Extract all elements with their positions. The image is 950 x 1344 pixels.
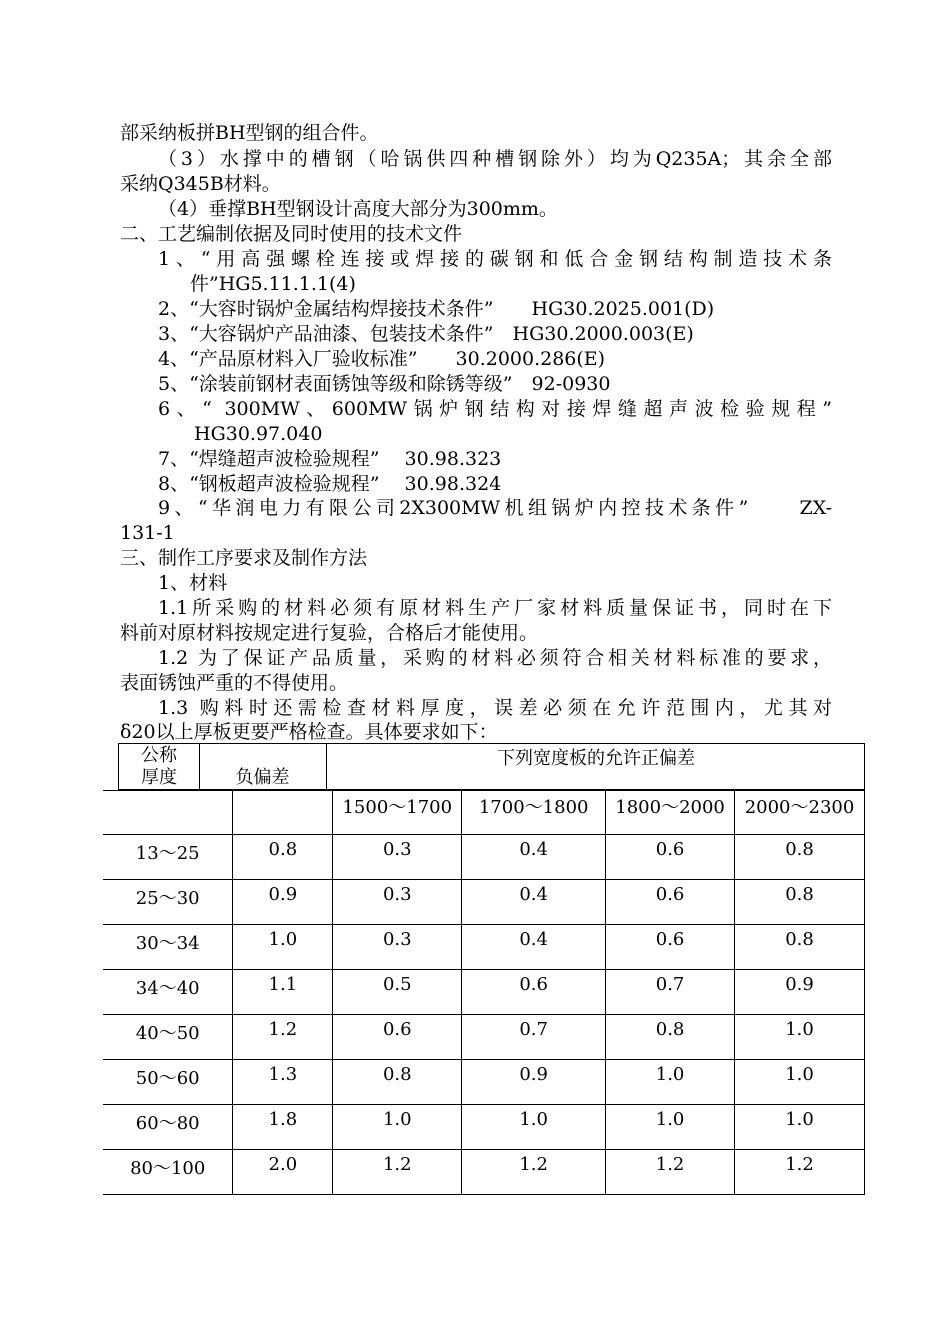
para-line: 料前对原材料按规定进行复验，合格后才能使用。 — [120, 622, 539, 644]
table-cell: 0.9 — [233, 880, 333, 925]
reference-item: HG30.97.040 — [194, 423, 323, 445]
table-cell: 0.6 — [462, 970, 606, 1015]
para-line: 1.3 购料时还需检查材料厚度，误差必须在允许范围内，尤其对 — [158, 697, 832, 719]
table-cell: 0.8 — [606, 1015, 735, 1060]
table-header — [118, 743, 865, 790]
para-line: 采纳Q345B材料。 — [120, 173, 281, 195]
para-line: δ20以上厚板更要严格检查。具体要求如下： — [120, 721, 498, 743]
table-row — [103, 1150, 865, 1195]
table-cell: 0.6 — [333, 1015, 462, 1060]
table-cell: 0.8 — [333, 1060, 462, 1105]
table-cell: 1.0 — [735, 1015, 865, 1060]
table-cell: 1.1 — [233, 970, 333, 1015]
reference-item: 2、“大容时锅炉金属结构焊接技术条件” HG30.2025.001(D) — [158, 298, 715, 320]
reference-item: 131-1 — [120, 522, 175, 544]
table-cell: 0.5 — [333, 970, 462, 1015]
width-header: 2000～2300 — [735, 791, 865, 835]
table-cell: 30～34 — [103, 925, 233, 970]
table-cell: 1.0 — [735, 1060, 865, 1105]
table-row — [103, 1060, 865, 1105]
reference-item: 件”HG5.11.1.1(4) — [190, 273, 356, 295]
table-cell: 0.4 — [462, 880, 606, 925]
table-cell: 0.9 — [735, 970, 865, 1015]
para-line: （4）垂撑BH型钢设计高度大部分为300mm。 — [158, 198, 558, 220]
table-cell: 0.3 — [333, 880, 462, 925]
table-row — [103, 925, 865, 970]
table-cell: 0.4 — [462, 925, 606, 970]
table-cell: 0.6 — [606, 835, 735, 880]
table-cell: 1.0 — [606, 1105, 735, 1150]
table-cell: 1.2 — [333, 1150, 462, 1195]
table-cell: 50～60 — [103, 1060, 233, 1105]
table-cell: 0.8 — [735, 835, 865, 880]
table-row — [103, 970, 865, 1015]
table-cell: 60～80 — [103, 1105, 233, 1150]
table-cell: 1.2 — [462, 1150, 606, 1195]
header-negative: 负偏差 — [235, 767, 290, 788]
table-cell: 1.2 — [606, 1150, 735, 1195]
reference-item: 5、“涂装前钢材表面锈蚀等级和除锈等级” 92-0930 — [158, 373, 611, 395]
table-cell: 0.4 — [462, 835, 606, 880]
table-cell: 0.3 — [333, 925, 462, 970]
table-cell: 1.8 — [233, 1105, 333, 1150]
table-row — [103, 791, 865, 835]
para-line: 1.1所采购的材料必须有原材料生产厂家材料质量保证书，同时在下 — [158, 597, 832, 619]
subsection-heading: 1、材料 — [158, 572, 228, 594]
table-row — [103, 1015, 865, 1060]
reference-item: 8、“钢板超声波检验规程” 30.98.324 — [158, 473, 502, 495]
table-cell: 1.0 — [462, 1105, 606, 1150]
width-header: 1700～1800 — [462, 791, 606, 835]
table-cell: 34～40 — [103, 970, 233, 1015]
reference-item: 1、“用高强螺栓连接或焊接的碳钢和低合金钢结构制造技术条 — [158, 248, 832, 270]
table-cell: 2.0 — [233, 1150, 333, 1195]
width-header: 1800～2000 — [606, 791, 735, 835]
table-cell: 0.8 — [735, 925, 865, 970]
header-thickness-2: 厚度 — [141, 767, 177, 788]
para-line: 1.2 为了保证产品质量，采购的材料必须符合相关材料标准的要求， — [158, 647, 832, 669]
table-cell: 0.7 — [462, 1015, 606, 1060]
table-cell: 1.0 — [233, 925, 333, 970]
table-cell: 0.6 — [606, 925, 735, 970]
table-cell: 0.8 — [735, 880, 865, 925]
table-cell: 0.3 — [333, 835, 462, 880]
table-cell: 1.0 — [606, 1060, 735, 1105]
section-heading: 二、工艺编制依据及同时使用的技术文件 — [120, 223, 463, 245]
para-line: 部采纳板拼BH型钢的组合件。 — [120, 122, 379, 144]
table-cell: 1.2 — [735, 1150, 865, 1195]
table-cell: 0.6 — [606, 880, 735, 925]
table-cell: 13～25 — [103, 835, 233, 880]
table-cell: 80～100 — [103, 1150, 233, 1195]
table-row — [103, 880, 865, 925]
reference-item: 3、“大容锅炉产品油漆、包装技术条件” HG30.2000.003(E) — [158, 323, 694, 345]
header-thickness: 公称 — [141, 745, 177, 766]
deviation-table — [103, 790, 865, 1195]
table-row — [103, 1105, 865, 1150]
para-line: （3）水撑中的槽钢（哈锅供四种槽钢除外）均为Q235A；其余全部 — [158, 148, 832, 170]
table-cell: 1.0 — [333, 1105, 462, 1150]
table-cell: 1.2 — [233, 1015, 333, 1060]
reference-item: 4、“产品原材料入厂验收标准” 30.2000.286(E) — [158, 348, 606, 370]
para-line: 表面锈蚀严重的不得使用。 — [120, 672, 349, 694]
reference-item: 6、“ 300MW、600MW锅炉钢结构对接焊缝超声波检验规程” — [158, 398, 832, 420]
table-cell: 0.8 — [233, 835, 333, 880]
reference-item: 9、“华润电力有限公司2X300MW机组锅炉内控技术条件” ZX- — [158, 497, 832, 519]
header-positive-group: 下列宽度板的允许正偏差 — [497, 748, 695, 769]
table-cell: 1.3 — [233, 1060, 333, 1105]
table-cell: 0.7 — [606, 970, 735, 1015]
table-cell: 0.9 — [462, 1060, 606, 1105]
reference-item: 7、“焊缝超声波检验规程” 30.98.323 — [158, 448, 502, 470]
table-cell: 25～30 — [103, 880, 233, 925]
width-header: 1500～1700 — [333, 791, 462, 835]
section-heading: 三、制作工序要求及制作方法 — [120, 547, 368, 569]
table-cell: 1.0 — [735, 1105, 865, 1150]
table-row — [103, 835, 865, 880]
table-cell: 40～50 — [103, 1015, 233, 1060]
